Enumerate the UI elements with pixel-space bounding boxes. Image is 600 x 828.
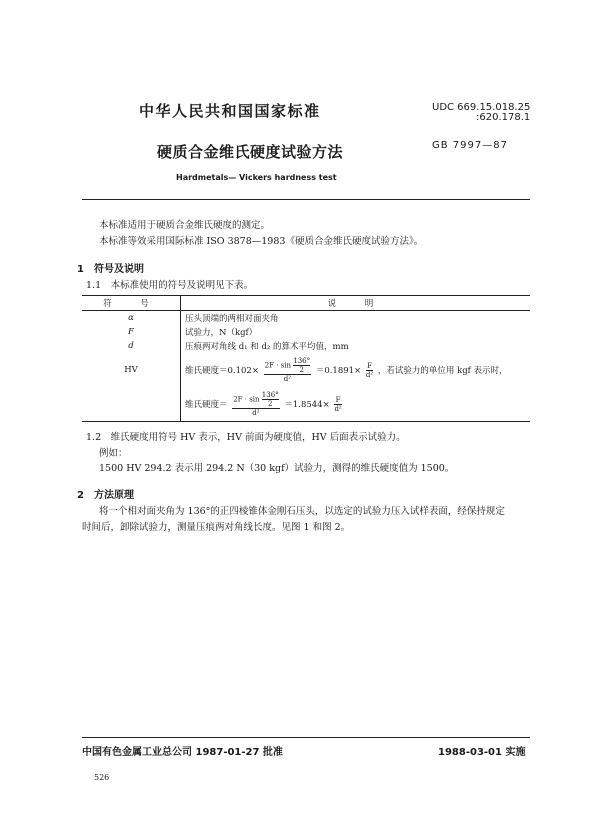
formula-2 [185,391,344,417]
symbol-cell: α [82,311,181,326]
section-1-heading: 1 符号及说明 [77,264,144,275]
angle-num: 136° [293,357,311,365]
clause-1-2: 1.2 维氏硬度用符号 HV 表示，HV 前面为硬度值，HV 后面表示试验力。 [86,432,406,443]
description-cell [181,353,531,387]
intro-paragraph-2: 本标准等效采用国际标准 ISO 3878—1983《硬质合金维氏硬度试验方法》。 [99,236,424,247]
formula-2-fraction-2 [334,396,341,413]
table-row [82,339,530,353]
description-cell [181,387,531,422]
formula-2-lhs: 维氏硬度＝ [185,399,228,410]
udc-line-2: :620.178.1 [476,112,531,123]
formula-1 [185,357,508,383]
symbol-cell: HV [82,353,181,387]
table-row [82,353,530,387]
footer-rule [82,737,530,738]
document-title-en: Hardmetals— Vickers hardness test [176,173,337,182]
symbol-cell: d [82,339,181,353]
angle-fraction [262,391,279,408]
approval-line: 中国有色金属工业总公司 1987-01-27 批准 [82,747,283,758]
intro-paragraph-1: 本标准适用于硬质合金维氏硬度的测定。 [99,220,271,231]
standard-name: 中华人民共和国国家标准 [139,102,321,120]
formula-1-tail: ，若试验力的单位用 kgf 表示时， [377,365,508,376]
table-row [82,325,530,339]
formula-2-numerator [232,391,279,409]
document-title-cn: 硬质合金维氏硬度试验方法 [157,143,344,161]
section-2-heading: 2 方法原理 [77,490,134,501]
formula-2-mid: ＝1.8544× [284,399,330,410]
description-cell: 压痕两对角线 d₁ 和 d₂ 的算术平均值，mm [185,342,349,352]
table-header-row [82,296,530,311]
formula-1-mid: ＝0.1891× [315,365,362,376]
angle-fraction [293,357,310,374]
example-label: 例如： [99,448,128,459]
formula-1-lhs: 维氏硬度＝0.102× [185,365,259,376]
formula-2-denominator: d² [252,409,260,417]
col-header-symbol: 符 号 [82,296,181,311]
table-row [82,311,530,326]
table-row [82,387,530,422]
udc-line-1: UDC 669.15.018.25 [432,102,531,113]
formula-1-f: F [367,361,372,370]
gb-code: GB 7997—87 [432,140,508,151]
formula-1-d2: d² [365,370,374,379]
formula-2-d2: d² [334,404,342,413]
angle-den: 2 [267,400,273,408]
example-text: 1500 HV 294.2 表示用 294.2 N（30 kgf）试验力，测得的维氏硬度值为 1500。 [99,463,455,474]
description-cell: 试验力，N（kgf） [185,328,258,338]
formula-1-numerator [264,357,311,375]
angle-den: 2 [299,366,304,374]
section-2-paragraph-line-1: 将一个相对面夹角为 136°的正四棱锥体金刚石压头，以选定的试验力压入试样表面，经保持规定 [99,506,505,517]
formula-1-fraction [264,357,311,383]
clause-1-1: 1.1 本标准使用的符号及说明见下表。 [86,280,254,291]
formula-2-f: F [335,395,341,404]
section-2-paragraph-line-2: 时间后，卸除试验力，测量压痕两对角线长度。见图 1 和图 2。 [82,522,351,533]
formula-1-num-text: 2F · sin [264,361,291,370]
angle-num: 136° [261,391,279,399]
udc-code [432,103,530,123]
description-cell: 压头顶端的两相对面夹角 [185,314,279,324]
formula-2-num-text: 2F · sin [233,395,260,404]
header-rule [82,199,530,200]
page-number: 526 [94,773,110,782]
symbols-table [82,295,530,422]
symbol-cell-empty [82,387,181,422]
formula-1-fraction-2 [366,362,373,379]
formula-2-fraction [232,391,279,417]
symbol-cell: F [82,325,181,339]
implementation-date: 1988-03-01 实施 [438,747,526,758]
formula-1-denominator: d² [283,375,292,383]
col-header-description: 说 明 [181,296,531,311]
